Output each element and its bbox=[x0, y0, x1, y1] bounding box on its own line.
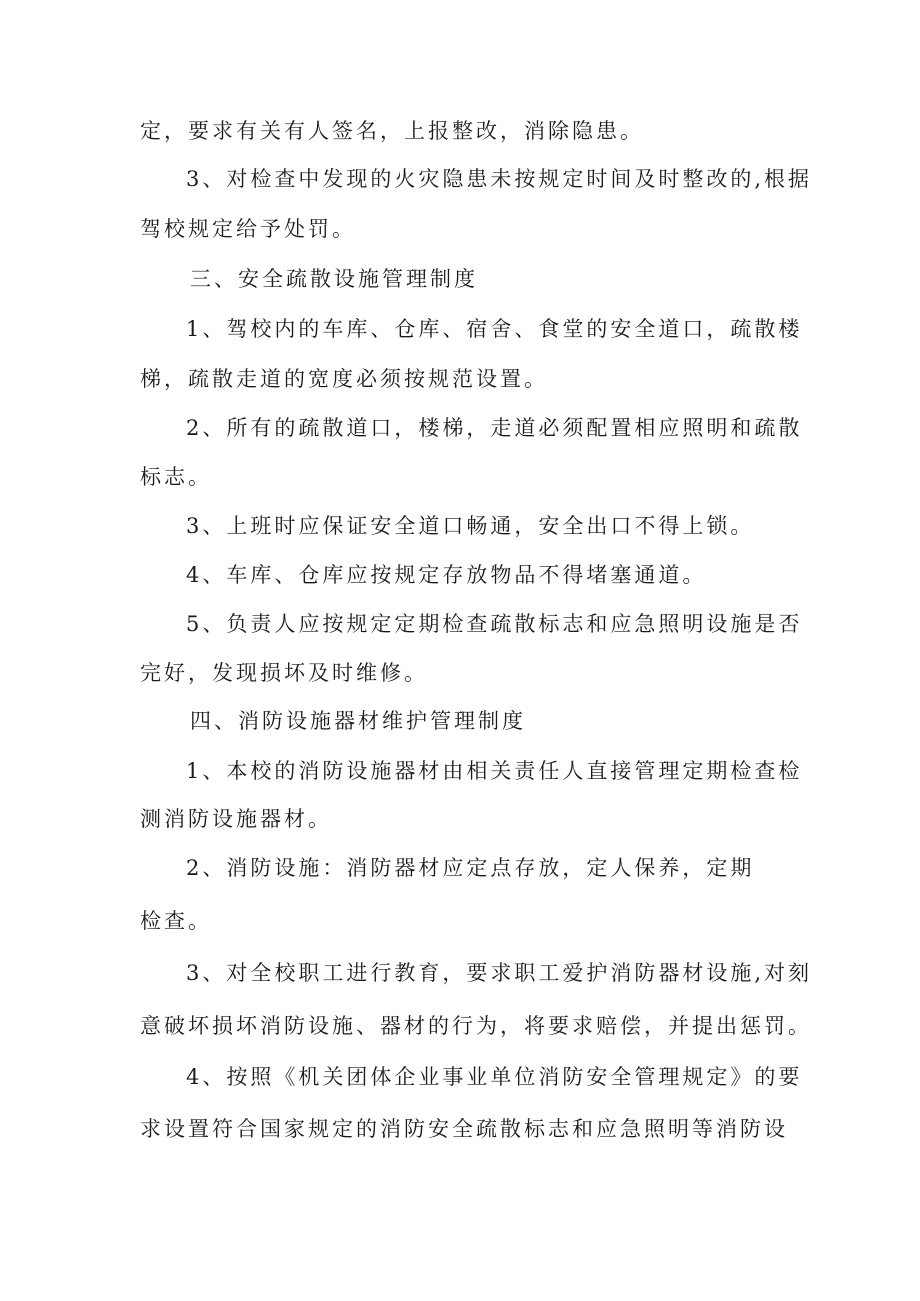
text-line: 4、车库、仓库应按规定存放物品不得堵塞通道。 bbox=[186, 563, 707, 587]
section-heading: 三、安全疏散设施管理制度 bbox=[190, 267, 478, 291]
text-line: 2、消防设施：消防器材应定点存放，定人保养，定期 bbox=[186, 856, 755, 880]
section-heading: 四、消防设施器材维护管理制度 bbox=[190, 709, 526, 733]
text-line: 驾校规定给予处罚。 bbox=[140, 217, 356, 241]
text-line: 完好，发现损坏及时维修。 bbox=[140, 661, 428, 685]
text-line: 检查。 bbox=[140, 909, 212, 933]
text-line: 1、驾校内的车库、仓库、宿舍、食堂的安全道口，疏散楼 bbox=[186, 317, 803, 341]
text-line: 3、对全校职工进行教育，要求职工爱护消防器材设施,对刻 bbox=[186, 961, 813, 985]
text-line: 3、对检查中发现的火灾隐患未按规定时间及时整改的,根据 bbox=[186, 167, 813, 191]
text-line: 梯，疏散走道的宽度必须按规范设置。 bbox=[140, 367, 548, 391]
text-line: 2、所有的疏散道口，楼梯，走道必须配置相应照明和疏散 bbox=[186, 416, 803, 440]
text-line: 5、负责人应按规定定期检查疏散标志和应急照明设施是否 bbox=[186, 612, 803, 636]
text-line: 4、按照《机关团体企业事业单位消防安全管理规定》的要 bbox=[186, 1065, 803, 1089]
text-line: 意破坏损坏消防设施、器材的行为，将要求赔偿，并提出惩罚。 bbox=[140, 1014, 812, 1038]
text-line: 标志。 bbox=[140, 465, 212, 489]
text-line: 1、本校的消防设施器材由相关责任人直接管理定期检查检 bbox=[186, 759, 803, 783]
text-line: 测消防设施器材。 bbox=[140, 807, 332, 831]
text-line: 求设置符合国家规定的消防安全疏散标志和应急照明等消防设 bbox=[140, 1117, 788, 1141]
text-line: 定，要求有关有人签名，上报整改，消除隐患。 bbox=[140, 119, 644, 143]
text-line: 3、上班时应保证安全道口畅通，安全出口不得上锁。 bbox=[186, 514, 755, 538]
